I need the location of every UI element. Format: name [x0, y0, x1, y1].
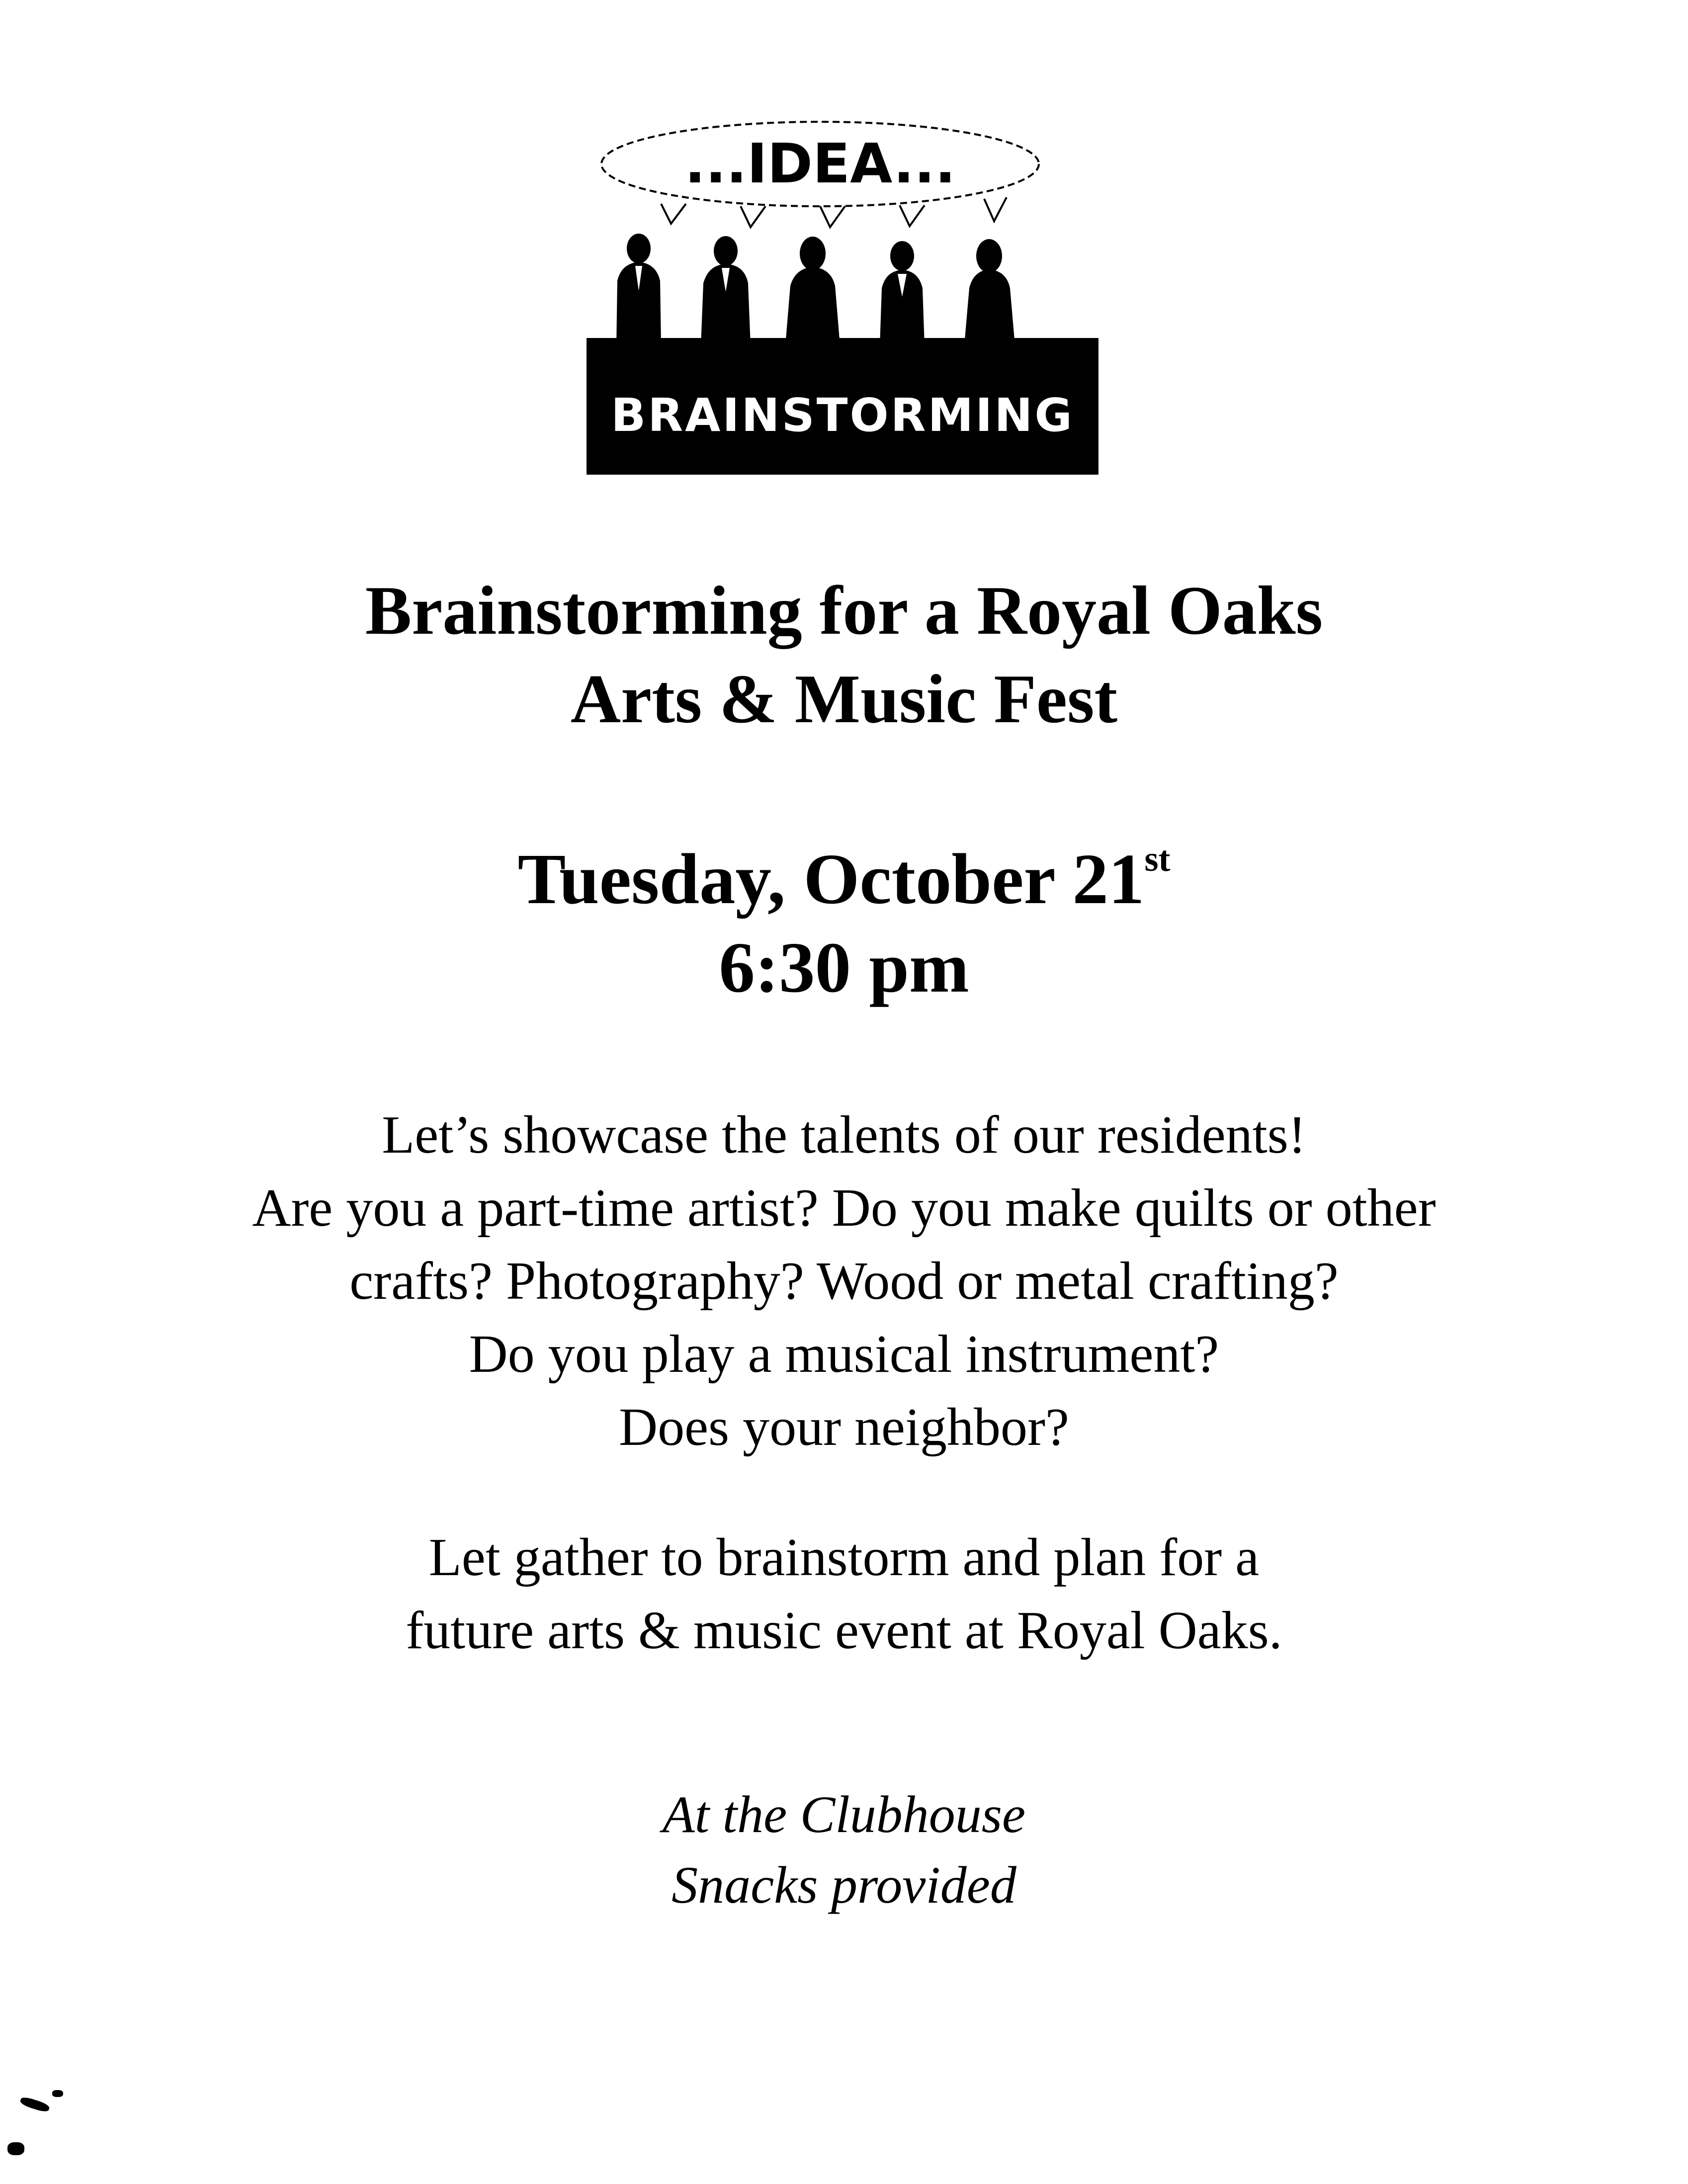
- event-date: [0, 835, 1688, 924]
- bubble-tails-icon: [661, 197, 1007, 227]
- intro-line: crafts? Photography? Wood or metal crafting?: [349, 1252, 1339, 1311]
- event-time: 6:30 pm: [719, 928, 969, 1008]
- banner-text: BRAINSTORMING: [611, 389, 1074, 442]
- invitation-line: future arts & music event at Royal Oaks.: [406, 1601, 1282, 1660]
- intro-line: Let’s showcase the talents of our residents!: [382, 1105, 1306, 1165]
- event-title: [0, 567, 1688, 744]
- event-location: At the Clubhouse: [662, 1785, 1026, 1844]
- event-datetime: [0, 835, 1688, 1012]
- intro-line: Do you play a musical instrument?: [469, 1325, 1219, 1384]
- event-date-main: Tuesday, October 21: [517, 840, 1145, 919]
- intro-paragraph: [0, 1098, 1688, 1464]
- scan-speck: [52, 2090, 63, 2097]
- event-details: [0, 1779, 1688, 1921]
- title-line-1: Brainstorming for a Royal Oaks: [365, 572, 1323, 649]
- scan-speck: [19, 2096, 51, 2113]
- brainstorming-logo: [587, 112, 1098, 475]
- invitation-paragraph: [0, 1521, 1688, 1667]
- event-date-suffix: st: [1144, 839, 1171, 879]
- scan-speck: [7, 2142, 24, 2155]
- people-silhouettes-icon: [616, 234, 1015, 345]
- intro-line: Does your neighbor?: [619, 1398, 1069, 1457]
- idea-bubble-text: ...IDEA...: [684, 132, 956, 195]
- title-line-2: Arts & Music Fest: [570, 661, 1118, 738]
- event-refreshments: Snacks provided: [672, 1856, 1016, 1914]
- brainstorming-illustration: [587, 112, 1098, 475]
- invitation-line: Let gather to brainstorm and plan for a: [428, 1528, 1260, 1587]
- intro-line: Are you a part-time artist? Do you make quilts or other: [252, 1178, 1436, 1238]
